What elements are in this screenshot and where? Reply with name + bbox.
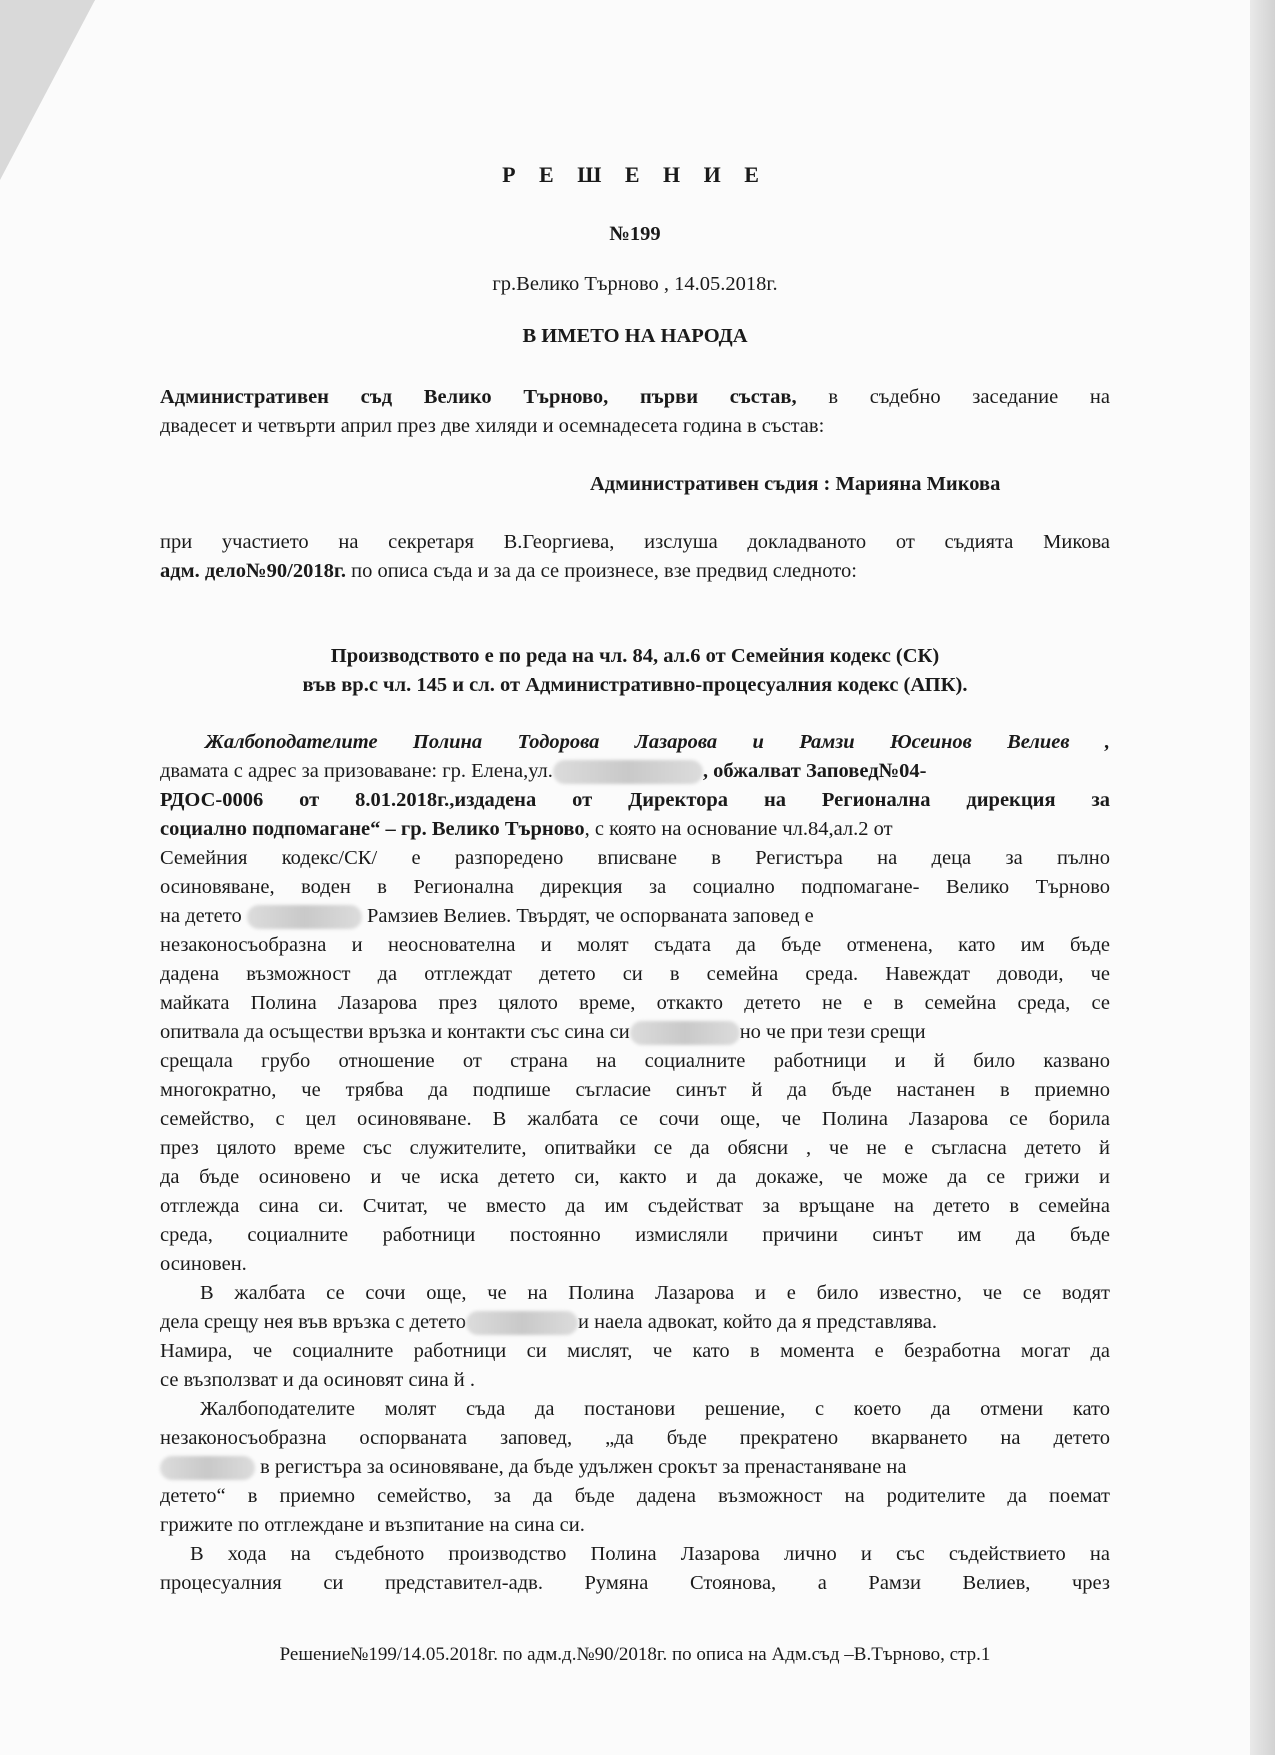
paragraph-1-line-14: семейство, с цел осиновяване. В жалбата се сочи още, че Полина Лазарова се борила bbox=[160, 1108, 1110, 1130]
document-title: Р Е Ш Е Н И Е bbox=[502, 162, 768, 187]
paragraph-1-line-1: Жалбоподателите Полина Тодорова Лазарова и Рамзи Юсеинов Велиев , bbox=[205, 731, 1110, 753]
p2-l2-b: и наела адвокат, който да я представлява. bbox=[578, 1311, 937, 1333]
intro-line-1-rest: в съдебно заседание на bbox=[796, 386, 1110, 408]
basis-line-1: Производството е по реда на чл. 84, ал.6 от Семейния кодекс (СК) bbox=[330, 645, 940, 667]
paragraph-1-line-13: многократно, че трябва да подпише съгласие синът й да бъде настанен в приемно bbox=[160, 1079, 1110, 1101]
p2-l2-a: дела срещу нея във връзка с детето bbox=[160, 1311, 467, 1333]
paragraph-1-line-19: осиновен. bbox=[160, 1253, 247, 1275]
paragraph-1-line-16: да бъде осиновено и че иска детето си, както и да докаже, че може да се грижи и bbox=[160, 1166, 1110, 1188]
paragraph-3-line-1: Жалбоподателите молят съда да постанови решение, с което да отмени като bbox=[200, 1398, 1110, 1420]
intro-line-3: при участието на секретаря В.Георгиева, изслуша докладваното от съдията Микова bbox=[160, 531, 1110, 553]
paragraph-3-line-5: грижите по отглеждане и възпитание на сина си. bbox=[160, 1514, 585, 1536]
paragraph-1-line-10: майката Полина Лазарова през цялото време, откакто детето не е в семейна среда, се bbox=[160, 992, 1110, 1014]
paragraph-2-line-4: се възползват и да осиновят сина й . bbox=[160, 1369, 475, 1391]
p1-l2-b: , обжалват Заповед№04- bbox=[702, 760, 927, 782]
paragraph-1-line-11 bbox=[160, 1018, 1110, 1047]
intro-line-2: двадесет и четвърти април през две хиляди и осемнадесета година в състав: bbox=[160, 415, 825, 437]
place-date: гр.Велико Търново , 14.05.2018г. bbox=[492, 273, 778, 295]
paragraph-1-line-18: среда, социалните работници постоянно измисляли причини синът им да бъде bbox=[160, 1224, 1110, 1246]
paragraph-2-line-1: В жалбата се сочи още, че на Полина Лазарова и е било известно, че се водят bbox=[200, 1282, 1110, 1304]
p1-l11-b: но че при тези срещи bbox=[739, 1021, 926, 1043]
paragraph-1-line-6: осиновяване, воден в Регионална дирекция за социално подпомагане- Велико Търново bbox=[160, 876, 1110, 898]
redacted-child-name bbox=[160, 1456, 255, 1480]
paragraph-1-line-2 bbox=[160, 757, 1110, 786]
p1-l7-b: Рамзиев Велиев. Твърдят, че оспорваната заповед е bbox=[366, 905, 814, 927]
p1-l2-a: двамата с адрес за призоваване: гр. Елена,ул. bbox=[160, 760, 553, 782]
page-edge bbox=[1250, 0, 1275, 1755]
paragraph-1-line-5: Семейния кодекс/СК/ е разпоредено вписване в Регистъра на деца за пълно bbox=[160, 847, 1110, 869]
in-the-name-heading: В ИМЕТО НА НАРОДА bbox=[522, 325, 748, 347]
redacted-address bbox=[553, 760, 703, 784]
redacted-child-name bbox=[247, 905, 362, 929]
paragraph-4-line-1: В хода на съдебното производство Полина Лазарова лично и със съдействието на bbox=[190, 1543, 1110, 1565]
paragraph-1-line-17: отглежда сина си. Считат, че вместо да им съдействат за връщане на детето в семейна bbox=[160, 1195, 1110, 1217]
page-footer: Решение№199/14.05.2018г. по адм.д.№90/2018г. по описа на Адм.съд –В.Търново, стр.1 bbox=[279, 1644, 991, 1665]
paragraph-1-line-4 bbox=[160, 815, 1110, 844]
paragraph-1-line-12: срещала грубо отношение от страна на социалните работници и й било казвано bbox=[160, 1050, 1110, 1072]
paragraph-3-line-3 bbox=[160, 1453, 1110, 1482]
redacted-child-name bbox=[630, 1021, 740, 1045]
paragraph-4-line-2: процесуалния си представител-адв. Румяна Стоянова, а Рамзи Велиев, чрез bbox=[160, 1572, 1110, 1594]
paragraph-1-line-9: дадена възможност да отглеждат детето си в семейна среда. Навеждат доводи, че bbox=[160, 963, 1110, 985]
intro-line-4 bbox=[160, 557, 1110, 586]
basis-line-2: във вр.с чл. 145 и сл. от Административно-процесуалния кодекс (АПК). bbox=[302, 674, 968, 696]
redacted-child-name bbox=[466, 1311, 578, 1335]
paragraph-1-line-8: незаконосъобразна и неоснователна и молят съдата да бъде отменена, като им бъде bbox=[160, 934, 1110, 956]
paragraph-2-line-3: Намира, че социалните работници си мислят, че като в момента е безработна могат да bbox=[160, 1340, 1110, 1362]
paragraph-1-line-3: РДОС-0006 от 8.01.2018г.,издадена от Директора на Регионална дирекция за bbox=[160, 789, 1110, 811]
p3-l3-b: в регистъра за осиновяване, да бъде удължен срокът за пренастаняване на bbox=[260, 1456, 907, 1478]
paragraph-2-line-2 bbox=[160, 1308, 1110, 1337]
paragraph-1-line-15: през цялото време със служителите, опитвайки се да обясни , че не е съгласна детето й bbox=[160, 1137, 1110, 1159]
p1-l4-b: , с която на основание чл.84,ал.2 от bbox=[584, 818, 893, 840]
intro-line-1 bbox=[160, 383, 1110, 412]
judge-line: Административен съдия : Марияна Микова bbox=[590, 473, 1001, 495]
p1-l11-a: опитвала да осъществи връзка и контакти със сина си bbox=[160, 1021, 630, 1043]
p1-l7-a: на детето bbox=[160, 905, 242, 927]
decision-number: №199 bbox=[609, 223, 661, 245]
paragraph-3-line-4: детето“ в приемно семейство, за да бъде дадена възможност на родителите да поемат bbox=[160, 1485, 1110, 1507]
p1-l4-a: социално подпомагане“ – гр. Велико Търново bbox=[160, 818, 585, 840]
case-number: адм. дело№90/2018г. bbox=[160, 560, 346, 582]
paragraph-3-line-2: незаконосъобразна оспорваната заповед, „да бъде прекратено вкарването на детето bbox=[160, 1427, 1110, 1449]
court-name: Административен съд Велико Търново, първи състав, bbox=[160, 386, 797, 408]
paragraph-1-line-7 bbox=[160, 902, 1110, 931]
intro-line-4-rest: по описа съда и за да се произнесе, взе предвид следното: bbox=[345, 560, 857, 582]
